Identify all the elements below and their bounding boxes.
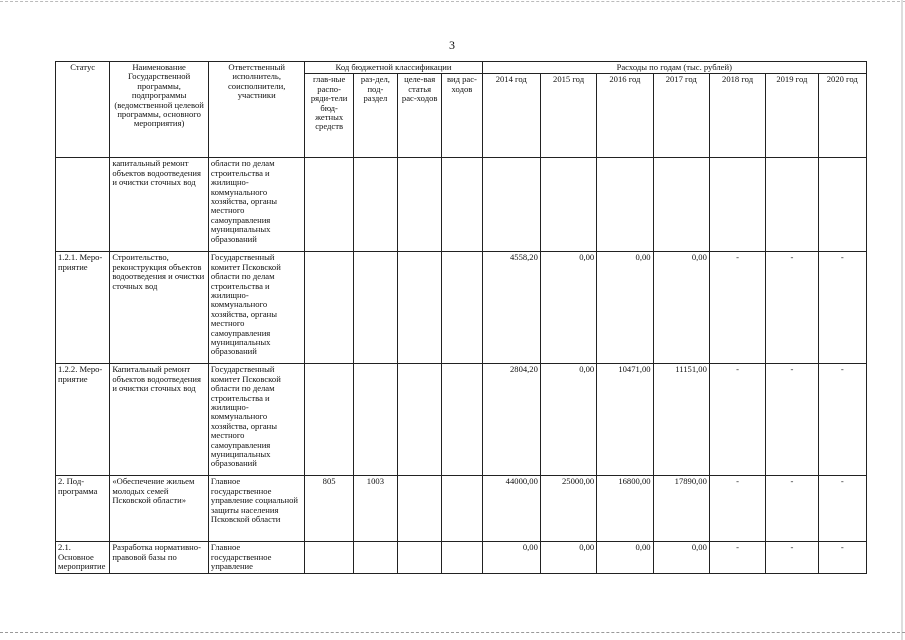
code-cell bbox=[398, 364, 442, 476]
year-value-cell: 25000,00 bbox=[540, 476, 596, 542]
header-name: Наименование Государственной программы, подпрограммы (ведомственной целевой программы, основного мероприятия) bbox=[110, 62, 209, 158]
code-cell bbox=[353, 542, 397, 573]
header-year: 2017 год bbox=[653, 74, 709, 158]
year-value-cell: 2804,20 bbox=[482, 364, 540, 476]
year-value-cell: 44000,00 bbox=[482, 476, 540, 542]
code-cell bbox=[398, 158, 442, 252]
code-cell bbox=[398, 252, 442, 364]
year-value-cell: 0,00 bbox=[653, 252, 709, 364]
header-year: 2018 год bbox=[709, 74, 765, 158]
year-value-cell: - bbox=[818, 476, 866, 542]
year-value-cell bbox=[818, 158, 866, 252]
year-value-cell: - bbox=[766, 252, 818, 364]
page-number: 3 bbox=[449, 38, 455, 52]
year-value-cell: - bbox=[709, 476, 765, 542]
executor-cell: Государственный комитет Псковской области по делам строительства и жилищно-коммунального хозяйства, органы местного самоуправления муниципальных образований bbox=[208, 252, 305, 364]
code-cell bbox=[442, 542, 482, 573]
year-value-cell bbox=[482, 158, 540, 252]
year-value-cell: - bbox=[818, 252, 866, 364]
header-year: 2014 год bbox=[482, 74, 540, 158]
year-value-cell bbox=[766, 158, 818, 252]
year-value-cell: 11151,00 bbox=[653, 364, 709, 476]
code-cell bbox=[442, 364, 482, 476]
table-row bbox=[56, 476, 867, 542]
year-value-cell: 0,00 bbox=[597, 542, 653, 573]
code-cell bbox=[305, 364, 353, 476]
header-row-top bbox=[56, 62, 867, 74]
code-cell: 805 bbox=[305, 476, 353, 542]
year-value-cell: - bbox=[709, 542, 765, 573]
year-value-cell: - bbox=[766, 364, 818, 476]
table-row bbox=[56, 364, 867, 476]
header-year: 2020 год bbox=[818, 74, 866, 158]
table-row bbox=[56, 158, 867, 252]
status-cell: 2. Под-программа bbox=[56, 476, 110, 542]
year-value-cell bbox=[709, 158, 765, 252]
year-value-cell: - bbox=[818, 364, 866, 476]
year-value-cell: 0,00 bbox=[597, 252, 653, 364]
year-value-cell: 0,00 bbox=[540, 364, 596, 476]
code-cell bbox=[305, 158, 353, 252]
year-value-cell: - bbox=[709, 252, 765, 364]
status-cell: 1.2.2. Меро-приятие bbox=[56, 364, 110, 476]
year-value-cell: - bbox=[766, 476, 818, 542]
header-code-col: вид рас-ходов bbox=[442, 74, 482, 158]
header-code-col: целе-вая статья рас-ходов bbox=[398, 74, 442, 158]
code-cell bbox=[398, 542, 442, 573]
header-executor: Ответственный исполнитель, соисполнители, участники bbox=[208, 62, 305, 158]
executor-cell: Главное государственное управление bbox=[208, 542, 305, 573]
code-cell bbox=[442, 158, 482, 252]
table-row bbox=[56, 252, 867, 364]
code-cell bbox=[305, 252, 353, 364]
year-value-cell: 0,00 bbox=[482, 542, 540, 573]
budget-table bbox=[55, 61, 867, 574]
code-cell bbox=[398, 476, 442, 542]
code-cell bbox=[353, 252, 397, 364]
header-year: 2016 год bbox=[597, 74, 653, 158]
year-value-cell: 0,00 bbox=[540, 542, 596, 573]
header-budget-code: Код бюджетной классификации bbox=[305, 62, 482, 74]
executor-cell: области по делам строительства и жилищно-коммунального хозяйства, органы местного самоуправления муниципальных образований bbox=[208, 158, 305, 252]
status-cell: 1.2.1. Меро-приятие bbox=[56, 252, 110, 364]
name-cell: капитальный ремонт объектов водоотведения и очистки сточных вод bbox=[110, 158, 209, 252]
year-value-cell bbox=[653, 158, 709, 252]
code-cell bbox=[353, 364, 397, 476]
year-value-cell: - bbox=[818, 542, 866, 573]
year-value-cell: 16800,00 bbox=[597, 476, 653, 542]
scan-artifact-edge bbox=[901, 0, 903, 640]
header-status: Статус bbox=[56, 62, 110, 158]
table-row bbox=[56, 542, 867, 573]
name-cell: Строительство, реконструкция объектов водоотведения и очистки сточных вод bbox=[110, 252, 209, 364]
status-cell bbox=[56, 158, 110, 252]
header-year: 2019 год bbox=[766, 74, 818, 158]
code-cell bbox=[442, 252, 482, 364]
year-value-cell bbox=[597, 158, 653, 252]
year-value-cell: 0,00 bbox=[653, 542, 709, 573]
status-cell: 2.1. Основное мероприятие bbox=[56, 542, 110, 573]
name-cell: «Обеспечение жильем молодых семей Псковской области» bbox=[110, 476, 209, 542]
year-value-cell bbox=[540, 158, 596, 252]
header-code-col: раз-дел, под-раздел bbox=[353, 74, 397, 158]
header-year: 2015 год bbox=[540, 74, 596, 158]
scan-artifact-bottom bbox=[0, 632, 905, 634]
code-cell bbox=[353, 158, 397, 252]
code-cell bbox=[305, 542, 353, 573]
name-cell: Разработка нормативно-правовой базы по bbox=[110, 542, 209, 573]
table-body bbox=[56, 158, 867, 573]
executor-cell: Государственный комитет Псковской области по делам строительства и жилищно-коммунального хозяйства, органы местного самоуправления муниципальных образований bbox=[208, 364, 305, 476]
year-value-cell: 4558,20 bbox=[482, 252, 540, 364]
header-code-col: глав-ные распо-ряди-тели бюд-жетных средств bbox=[305, 74, 353, 158]
code-cell bbox=[442, 476, 482, 542]
year-value-cell: 10471,00 bbox=[597, 364, 653, 476]
executor-cell: Главное государственное управление социальной защиты населения Псковской области bbox=[208, 476, 305, 542]
year-value-cell: - bbox=[709, 364, 765, 476]
name-cell: Капитальный ремонт объектов водоотведения и очистки сточных вод bbox=[110, 364, 209, 476]
year-value-cell: 0,00 bbox=[540, 252, 596, 364]
code-cell: 1003 bbox=[353, 476, 397, 542]
year-value-cell: 17890,00 bbox=[653, 476, 709, 542]
header-expenses: Расходы по годам (тыс. рублей) bbox=[482, 62, 866, 74]
scan-artifact-top bbox=[0, 1, 905, 3]
year-value-cell: - bbox=[766, 542, 818, 573]
